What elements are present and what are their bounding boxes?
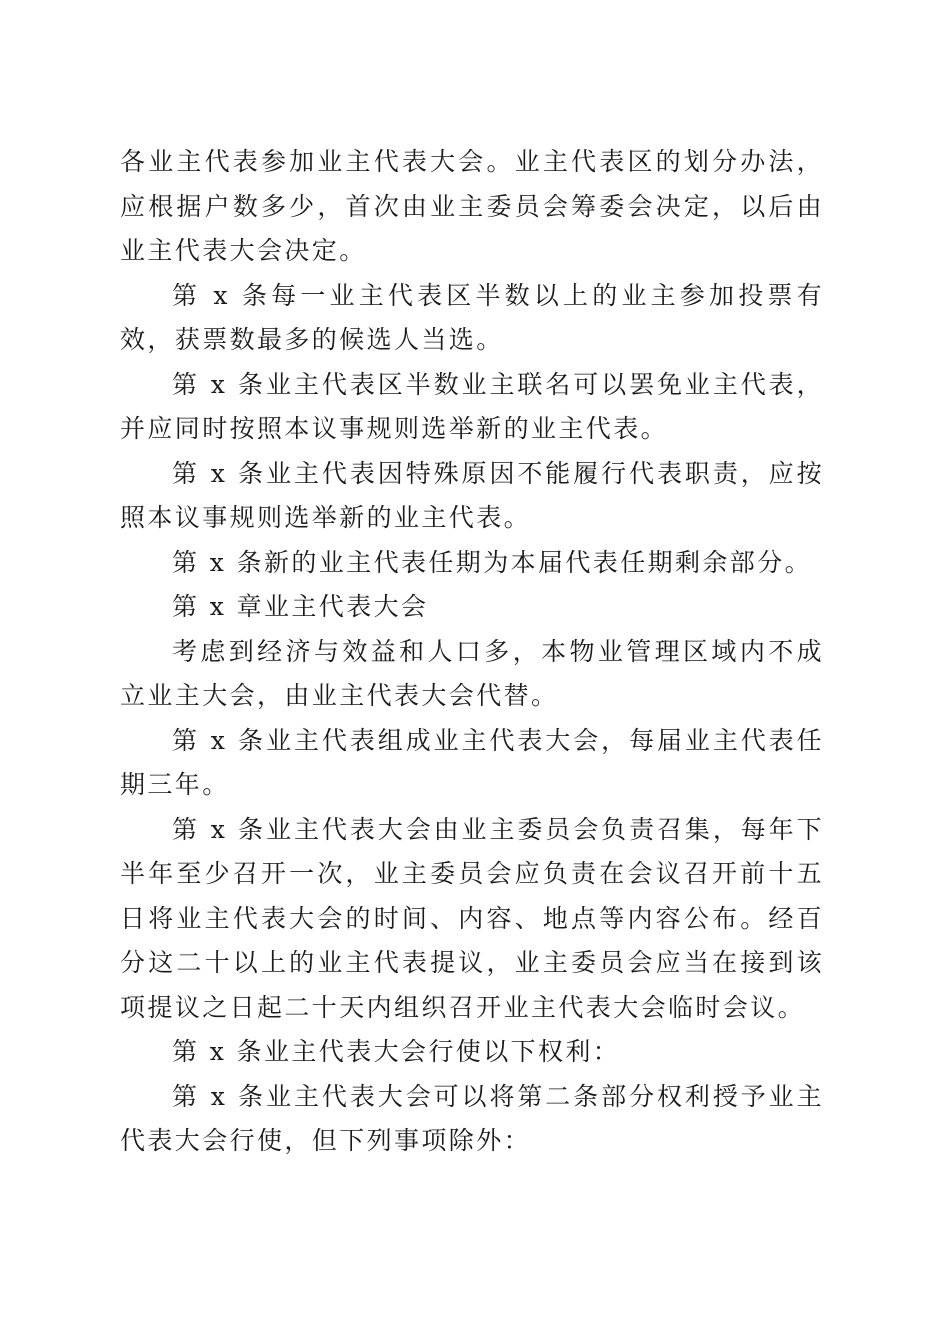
paragraph-6: 考虑到经济与效益和人口多，本物业管理区域内不成立业主大会，由业主代表大会代替。 xyxy=(120,636,824,710)
paragraph-3: 第 x 条业主代表因特殊原因不能履行代表职责，应按照本议事规则选举新的业主代表。 xyxy=(120,458,824,532)
paragraph-9: 第 x 条业主代表大会行使以下权利： xyxy=(172,1037,621,1066)
paragraph-1: 第 x 条每一业主代表区半数以上的业主参加投票有效，获票数最多的候选人当选。 xyxy=(120,280,824,354)
paragraph-0: 各业主代表参加业主代表大会。业主代表区的划分办法，应根据户数多少，首次由业主委员会筹委会决定，以后由业主代表大会决定。 xyxy=(120,147,824,265)
paragraph-7: 第 x 条业主代表组成业主代表大会，每届业主代表任期三年。 xyxy=(120,725,824,799)
paragraph-10: 第 x 条业主代表大会可以将第二条部分权利授予业主代表大会行使，但下列事项除外： xyxy=(120,1081,824,1155)
chapter-heading: 第 x 章业主代表大会 xyxy=(172,592,429,621)
document-page xyxy=(120,140,824,1164)
paragraph-2: 第 x 条业主代表区半数业主联名可以罢免业主代表，并应同时按照本议事规则选举新的业主代表。 xyxy=(120,369,824,443)
paragraph-8: 第 x 条业主代表大会由业主委员会负责召集，每年下半年至少召开一次，业主委员会应负责在会议召开前十五日将业主代表大会的时间、内容、地点等内容公布。经百分这二十以上的业主代表提议，业主委员会应当在接到该项提议之日起二十天内组织召开业主代表大会临时会议。 xyxy=(120,814,824,1022)
paragraph-4: 第 x 条新的业主代表任期为本届代表任期剩余部分。 xyxy=(172,547,812,577)
